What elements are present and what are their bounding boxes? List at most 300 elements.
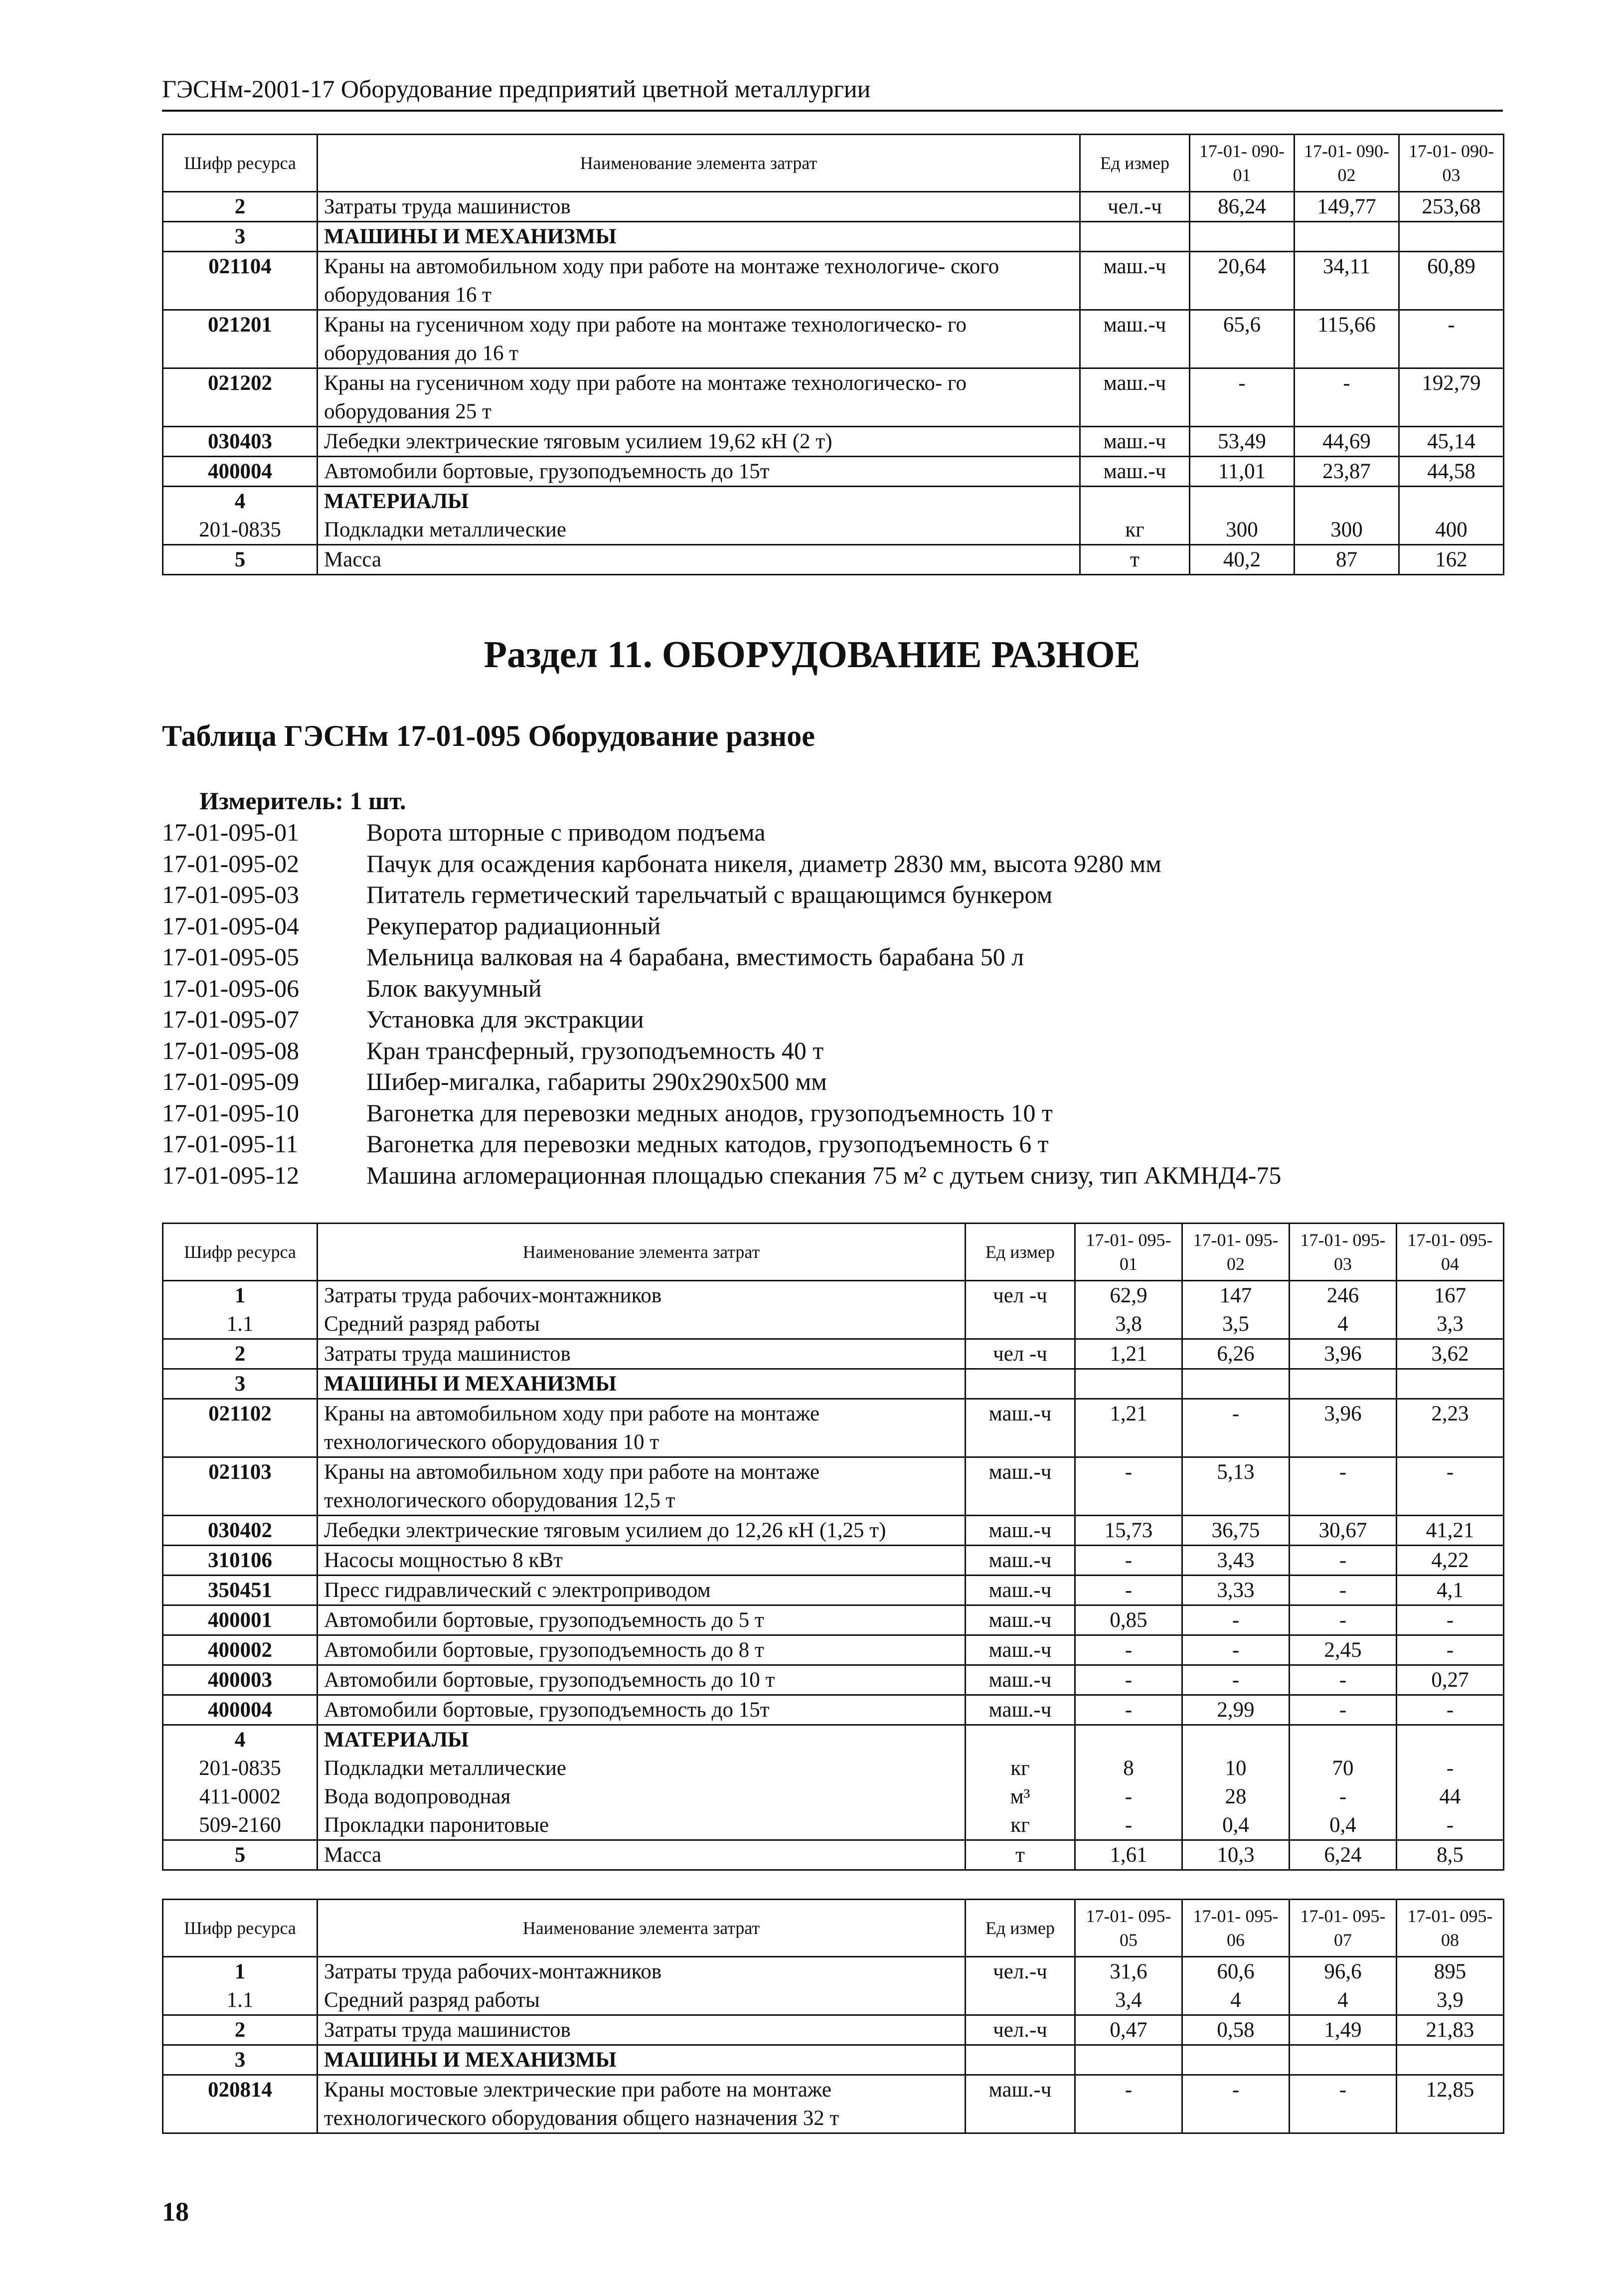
- table-title: Таблица ГЭСНм 17-01-095 Оборудование разное: [162, 719, 815, 752]
- header-unit: Ед измер: [966, 1224, 1075, 1281]
- item-code: 17-01-095-04: [162, 911, 299, 940]
- cost-value: -: [1075, 1782, 1182, 1811]
- resource-name: Насосы мощностью 8 кВт: [318, 1546, 966, 1576]
- cost-value: 44: [1397, 1782, 1504, 1811]
- resource-name: Прокладки паронитовые: [318, 1811, 966, 1840]
- resource-name: Масса: [318, 545, 1080, 575]
- cost-value: 1,21: [1075, 1399, 1182, 1457]
- table-row: [163, 2075, 1504, 2133]
- resource-name: Краны на гусеничном ходу при работе на монтаже технологическо- го оборудования 25 т: [318, 368, 1080, 427]
- header-column-code: 17-01- 095-07: [1290, 1900, 1397, 1957]
- cost-value: [1190, 222, 1295, 252]
- cost-value: [1295, 487, 1399, 516]
- cost-value: -: [1290, 1546, 1397, 1576]
- resource-name: Затраты труда машинистов: [318, 2015, 966, 2045]
- measure-label: Измеритель:: [199, 787, 344, 815]
- table-row: [163, 1665, 1504, 1695]
- table-row: [163, 1635, 1504, 1665]
- list-item: [162, 848, 1281, 880]
- cost-value: -: [1397, 1605, 1504, 1635]
- cost-value: 400: [1399, 516, 1504, 545]
- header-code: Шифр ресурса: [163, 135, 318, 192]
- resource-code: 021102: [163, 1399, 318, 1457]
- table-row: [163, 1605, 1504, 1635]
- cost-value: [1397, 2045, 1504, 2075]
- cost-value: 65,6: [1190, 310, 1295, 368]
- cost-value: 11,01: [1190, 457, 1295, 487]
- item-text: Кран трансферный, грузоподъемность 40 т: [366, 1036, 824, 1064]
- cost-value: 167: [1397, 1281, 1504, 1310]
- cost-value: -: [1290, 1695, 1397, 1725]
- resource-unit: маш.-ч: [966, 1516, 1075, 1546]
- resource-unit: маш.-ч: [1080, 368, 1190, 427]
- resource-unit: маш.-ч: [1080, 252, 1190, 310]
- resource-unit: [966, 1986, 1075, 2015]
- cost-value: 0,58: [1182, 2015, 1290, 2045]
- cost-value: 6,24: [1290, 1840, 1397, 1870]
- resource-code: 021201: [163, 310, 318, 368]
- cost-value: -: [1290, 2075, 1397, 2133]
- cost-value: [1290, 2045, 1397, 2075]
- cost-value: 0,85: [1075, 1605, 1182, 1635]
- cost-value: [1182, 1369, 1290, 1399]
- cost-value: 0,4: [1290, 1811, 1397, 1840]
- resource-code: 310106: [163, 1546, 318, 1576]
- cost-value: -: [1290, 1605, 1397, 1635]
- header-name: Наименование элемента затрат: [318, 1224, 966, 1281]
- cost-value: 31,6: [1075, 1957, 1182, 1986]
- cost-value: 45,14: [1399, 427, 1504, 457]
- cost-value: 149,77: [1295, 192, 1399, 222]
- item-code: 17-01-095-07: [162, 1005, 299, 1033]
- resource-unit: маш.-ч: [966, 2075, 1075, 2133]
- resource-unit: маш.-ч: [966, 1546, 1075, 1576]
- item-text: Блок вакуумный: [366, 974, 542, 1002]
- cost-value: 3,3: [1397, 1310, 1504, 1339]
- cost-value: 0,4: [1182, 1811, 1290, 1840]
- resource-code: 4: [163, 487, 318, 516]
- resource-unit: чел -ч: [966, 1281, 1075, 1310]
- cost-value: 3,33: [1182, 1576, 1290, 1605]
- cost-value: 28: [1182, 1782, 1290, 1811]
- item-list: [162, 817, 1281, 1191]
- cost-value: 4: [1290, 1310, 1397, 1339]
- cost-value: 3,5: [1182, 1310, 1290, 1339]
- resource-name: Краны на автомобильном ходу при работе на монтаже технологиче- ского оборудования 16 т: [318, 252, 1080, 310]
- resource-code: 1.1: [163, 1986, 318, 2015]
- item-text: Установка для экстракции: [366, 1005, 644, 1033]
- resource-code: 2: [163, 1339, 318, 1369]
- table-row: [163, 1840, 1504, 1870]
- table-row: [163, 545, 1504, 575]
- table-row: [163, 252, 1504, 310]
- resource-name: Вода водопроводная: [318, 1782, 966, 1811]
- resource-unit: т: [1080, 545, 1190, 575]
- list-item: [162, 1035, 1281, 1066]
- resource-name: Автомобили бортовые, грузоподъемность до 8 т: [318, 1635, 966, 1665]
- list-item: [162, 973, 1281, 1004]
- running-header: ГЭСНм-2001-17 Оборудование предприятий цветной металлургии: [162, 75, 871, 103]
- resource-code: 3: [163, 222, 318, 252]
- resource-unit: м³: [966, 1782, 1075, 1811]
- resource-name: Подкладки металлические: [318, 1754, 966, 1782]
- resource-name: МАТЕРИАЛЫ: [318, 1725, 966, 1755]
- resource-code: 021104: [163, 252, 318, 310]
- resource-code: 020814: [163, 2075, 318, 2133]
- resource-code: 400004: [163, 1695, 318, 1725]
- cost-value: 4: [1182, 1986, 1290, 2015]
- cost-value: [1290, 1725, 1397, 1755]
- table-row: [163, 487, 1504, 516]
- cost-value: 2,99: [1182, 1695, 1290, 1725]
- item-text: Шибер-мигалка, габариты 290х290х500 мм: [366, 1067, 827, 1095]
- cost-value: [1397, 1369, 1504, 1399]
- cost-value: 60,89: [1399, 252, 1504, 310]
- table-header-row: [163, 135, 1504, 192]
- header-column-code: 17-01- 095-08: [1397, 1900, 1504, 1957]
- cost-value: 253,68: [1399, 192, 1504, 222]
- resource-name: Лебедки электрические тяговым усилием 19,62 кН (2 т): [318, 427, 1080, 457]
- header-column-code: 17-01- 095-01: [1075, 1224, 1182, 1281]
- item-code: 17-01-095-06: [162, 974, 299, 1002]
- header-code: Шифр ресурса: [163, 1900, 318, 1957]
- resource-name: Автомобили бортовые, грузоподъемность до 15т: [318, 1695, 966, 1725]
- list-item: [162, 1004, 1281, 1035]
- table-row: [163, 1986, 1504, 2015]
- cost-value: 2,45: [1290, 1635, 1397, 1665]
- item-text: Машина агломерационная площадью спекания 75 м² с дутьем снизу, тип АКМНД4-75: [366, 1161, 1282, 1189]
- cost-value: 10: [1182, 1754, 1290, 1782]
- resource-name: Краны на гусеничном ходу при работе на монтаже технологическо- го оборудования до 16 т: [318, 310, 1080, 368]
- resource-name: Затраты труда машинистов: [318, 1339, 966, 1369]
- resource-unit: кг: [966, 1754, 1075, 1782]
- header-column-code: 17-01- 095-05: [1075, 1900, 1182, 1957]
- cost-value: [1075, 1725, 1182, 1755]
- cost-value: [1190, 487, 1295, 516]
- resource-name: Краны на автомобильном ходу при работе на монтаже технологического оборудования 10 т: [318, 1399, 966, 1457]
- resource-name: Затраты труда рабочих-монтажников: [318, 1957, 966, 1986]
- resource-unit: маш.-ч: [966, 1665, 1075, 1695]
- resource-code: 1: [163, 1957, 318, 1986]
- cost-value: 895: [1397, 1957, 1504, 1986]
- table-row: [163, 1310, 1504, 1339]
- resource-unit: чел.-ч: [1080, 192, 1190, 222]
- item-code: 17-01-095-03: [162, 880, 299, 908]
- item-code: 17-01-095-09: [162, 1067, 299, 1095]
- resource-unit: [1080, 487, 1190, 516]
- resource-unit: маш.-ч: [966, 1576, 1075, 1605]
- resource-name: Автомобили бортовые, грузоподъемность до 10 т: [318, 1665, 966, 1695]
- cost-value: 3,4: [1075, 1986, 1182, 2015]
- resource-code: 2: [163, 2015, 318, 2045]
- cost-value: 86,24: [1190, 192, 1295, 222]
- resource-unit: [966, 1725, 1075, 1755]
- table-row: [163, 310, 1504, 368]
- cost-value: 20,64: [1190, 252, 1295, 310]
- resource-name: МАШИНЫ И МЕХАНИЗМЫ: [318, 1369, 966, 1399]
- table-row: [163, 2045, 1504, 2075]
- table-row: [163, 1516, 1504, 1546]
- cost-value: 300: [1295, 516, 1399, 545]
- cost-value: 147: [1182, 1281, 1290, 1310]
- cost-value: 60,6: [1182, 1957, 1290, 1986]
- cost-value: -: [1397, 1811, 1504, 1840]
- resource-name: Масса: [318, 1840, 966, 1870]
- resource-table-095-05-08: [162, 1899, 1504, 2134]
- resource-code: 400002: [163, 1635, 318, 1665]
- item-code: 17-01-095-02: [162, 849, 299, 878]
- cost-value: 10,3: [1182, 1840, 1290, 1870]
- cost-value: -: [1190, 368, 1295, 427]
- list-item: [162, 941, 1281, 973]
- resource-name: Краны мостовые электрические при работе на монтаже технологического оборудования общего назначения 32 т: [318, 2075, 966, 2133]
- cost-value: [1399, 222, 1504, 252]
- table-row: [163, 1457, 1504, 1516]
- cost-value: 4,22: [1397, 1546, 1504, 1576]
- header-column-code: 17-01- 095-06: [1182, 1900, 1290, 1957]
- cost-value: 3,9: [1397, 1986, 1504, 2015]
- cost-value: -: [1075, 1695, 1182, 1725]
- table-row: [163, 1957, 1504, 1986]
- cost-value: -: [1075, 1546, 1182, 1576]
- cost-value: [1182, 2045, 1290, 2075]
- table-row: [163, 1576, 1504, 1605]
- item-text: Вагонетка для перевозки медных катодов, грузоподъемность 6 т: [366, 1130, 1049, 1158]
- cost-value: -: [1399, 310, 1504, 368]
- table-row: [163, 222, 1504, 252]
- cost-value: 15,73: [1075, 1516, 1182, 1546]
- table-row: [163, 427, 1504, 457]
- table-row: [163, 1695, 1504, 1725]
- header-column-code: 17-01- 095-04: [1397, 1224, 1504, 1281]
- item-text: Пачук для осаждения карбоната никеля, диаметр 2830 мм, высота 9280 мм: [366, 849, 1161, 878]
- item-code: 17-01-095-08: [162, 1036, 299, 1064]
- resource-unit: т: [966, 1840, 1075, 1870]
- cost-value: 23,87: [1295, 457, 1399, 487]
- resource-unit: маш.-ч: [966, 1605, 1075, 1635]
- table-row: [163, 1369, 1504, 1399]
- resource-name: Автомобили бортовые, грузоподъемность до 5 т: [318, 1605, 966, 1635]
- resource-name: МАШИНЫ И МЕХАНИЗМЫ: [318, 2045, 966, 2075]
- header-code: Шифр ресурса: [163, 1224, 318, 1281]
- cost-value: 41,21: [1397, 1516, 1504, 1546]
- resource-name: Автомобили бортовые, грузоподъемность до 15т: [318, 457, 1080, 487]
- cost-value: 62,9: [1075, 1281, 1182, 1310]
- cost-value: 8,5: [1397, 1840, 1504, 1870]
- cost-value: -: [1290, 1457, 1397, 1516]
- resource-name: МАТЕРИАЛЫ: [318, 487, 1080, 516]
- resource-code: 400004: [163, 457, 318, 487]
- cost-value: -: [1075, 1811, 1182, 1840]
- cost-value: -: [1075, 2075, 1182, 2133]
- resource-name: Лебедки электрические тяговым усилием до 12,26 кН (1,25 т): [318, 1516, 966, 1546]
- header-column-code: 17-01- 090-02: [1295, 135, 1399, 192]
- cost-value: 8: [1075, 1754, 1182, 1782]
- resource-unit: маш.-ч: [1080, 427, 1190, 457]
- cost-value: [1182, 1725, 1290, 1755]
- cost-value: 53,49: [1190, 427, 1295, 457]
- resource-unit: кг: [966, 1811, 1075, 1840]
- resource-code: 3: [163, 1369, 318, 1399]
- table-row: [163, 1339, 1504, 1369]
- cost-value: -: [1075, 1665, 1182, 1695]
- cost-value: -: [1397, 1635, 1504, 1665]
- resource-code: 021103: [163, 1457, 318, 1516]
- section-title: Раздел 11. ОБОРУДОВАНИЕ РАЗНОЕ: [484, 634, 1140, 676]
- resource-unit: чел.-ч: [966, 2015, 1075, 2045]
- resource-unit: маш.-ч: [966, 1695, 1075, 1725]
- cost-value: 246: [1290, 1281, 1397, 1310]
- resource-code: 1.1: [163, 1310, 318, 1339]
- resource-table-095-01-04: [162, 1223, 1504, 1871]
- measure-value: 1 шт.: [349, 787, 406, 815]
- item-code: 17-01-095-12: [162, 1161, 299, 1189]
- cost-value: 1,21: [1075, 1339, 1182, 1369]
- cost-value: 4: [1290, 1986, 1397, 2015]
- header-column-code: 17-01- 090-03: [1399, 135, 1504, 192]
- resource-unit: маш.-ч: [966, 1457, 1075, 1516]
- list-item: [162, 1128, 1281, 1160]
- cost-value: 40,2: [1190, 545, 1295, 575]
- header-unit: Ед измер: [966, 1900, 1075, 1957]
- resource-unit: чел -ч: [966, 1339, 1075, 1369]
- resource-table-090: [162, 134, 1504, 575]
- resource-code: 201-0835: [163, 1754, 318, 1782]
- cost-value: -: [1295, 368, 1399, 427]
- cost-value: 0,47: [1075, 2015, 1182, 2045]
- resource-code: 509-2160: [163, 1811, 318, 1840]
- cost-value: 36,75: [1182, 1516, 1290, 1546]
- resource-code: 400001: [163, 1605, 318, 1635]
- cost-value: -: [1182, 1635, 1290, 1665]
- resource-name: Пресс гидравлический с электроприводом: [318, 1576, 966, 1605]
- resource-code: 5: [163, 1840, 318, 1870]
- table-row: [163, 1546, 1504, 1576]
- resource-unit: маш.-ч: [966, 1399, 1075, 1457]
- cost-value: 5,13: [1182, 1457, 1290, 1516]
- cost-value: -: [1182, 1605, 1290, 1635]
- cost-value: -: [1397, 1754, 1504, 1782]
- cost-value: -: [1397, 1695, 1504, 1725]
- table-header-row: [163, 1900, 1504, 1957]
- cost-value: [1075, 1369, 1182, 1399]
- resource-code: 030403: [163, 427, 318, 457]
- cost-value: 1,49: [1290, 2015, 1397, 2045]
- table-row: [163, 516, 1504, 545]
- item-text: Вагонетка для перевозки медных анодов, грузоподъемность 10 т: [366, 1098, 1053, 1127]
- list-item: [162, 1160, 1281, 1191]
- table-row: [163, 1399, 1504, 1457]
- resource-code: 1: [163, 1281, 318, 1310]
- table-row: [163, 1281, 1504, 1310]
- item-text: Питатель герметический тарельчатый с вращающимся бункером: [366, 880, 1053, 908]
- cost-value: 0,27: [1397, 1665, 1504, 1695]
- cost-value: -: [1290, 1576, 1397, 1605]
- cost-value: 30,67: [1290, 1516, 1397, 1546]
- cost-value: 6,26: [1182, 1339, 1290, 1369]
- resource-unit: маш.-ч: [1080, 310, 1190, 368]
- list-item: [162, 879, 1281, 910]
- resource-unit: [966, 1310, 1075, 1339]
- cost-value: 87: [1295, 545, 1399, 575]
- cost-value: 3,96: [1290, 1399, 1397, 1457]
- measure-line: [199, 785, 406, 816]
- cost-value: 70: [1290, 1754, 1397, 1782]
- resource-name: Краны на автомобильном ходу при работе на монтаже технологического оборудования 12,5 т: [318, 1457, 966, 1516]
- cost-value: 3,43: [1182, 1546, 1290, 1576]
- list-item: [162, 910, 1281, 942]
- resource-code: 021202: [163, 368, 318, 427]
- item-text: Рекуператор радиационный: [366, 911, 661, 940]
- table-row: [163, 457, 1504, 487]
- cost-value: 115,66: [1295, 310, 1399, 368]
- resource-unit: [966, 1369, 1075, 1399]
- cost-value: [1075, 2045, 1182, 2075]
- cost-value: [1397, 1725, 1504, 1755]
- resource-unit: маш.-ч: [966, 1635, 1075, 1665]
- list-item: [162, 817, 1281, 848]
- cost-value: -: [1397, 1457, 1504, 1516]
- list-item: [162, 1066, 1281, 1097]
- table-row: [163, 192, 1504, 222]
- resource-unit: чел.-ч: [966, 1957, 1075, 1986]
- cost-value: 4,1: [1397, 1576, 1504, 1605]
- cost-value: 3,62: [1397, 1339, 1504, 1369]
- item-text: Мельница валковая на 4 барабана, вместимость барабана 50 л: [366, 943, 1024, 971]
- header-unit: Ед измер: [1080, 135, 1190, 192]
- cost-value: -: [1075, 1576, 1182, 1605]
- cost-value: 192,79: [1399, 368, 1504, 427]
- cost-value: 44,69: [1295, 427, 1399, 457]
- cost-value: 1,61: [1075, 1840, 1182, 1870]
- resource-code: 5: [163, 545, 318, 575]
- cost-value: -: [1075, 1457, 1182, 1516]
- cost-value: 34,11: [1295, 252, 1399, 310]
- item-code: 17-01-095-01: [162, 818, 299, 846]
- header-name: Наименование элемента затрат: [318, 1900, 966, 1957]
- item-code: 17-01-095-10: [162, 1098, 299, 1127]
- cost-value: -: [1290, 1665, 1397, 1695]
- table-row: [163, 1754, 1504, 1782]
- page-number: 18: [162, 2197, 189, 2227]
- resource-code: 2: [163, 192, 318, 222]
- cost-value: -: [1182, 1665, 1290, 1695]
- table-row: [163, 1782, 1504, 1811]
- cost-value: 44,58: [1399, 457, 1504, 487]
- resource-code: 030402: [163, 1516, 318, 1546]
- cost-value: 96,6: [1290, 1957, 1397, 1986]
- item-code: 17-01-095-05: [162, 943, 299, 971]
- cost-value: 21,83: [1397, 2015, 1504, 2045]
- resource-code: 400003: [163, 1665, 318, 1695]
- item-code: 17-01-095-11: [162, 1130, 299, 1158]
- cost-value: 300: [1190, 516, 1295, 545]
- table-row: [163, 368, 1504, 427]
- cost-value: 3,96: [1290, 1339, 1397, 1369]
- cost-value: -: [1182, 1399, 1290, 1457]
- resource-code: 411-0002: [163, 1782, 318, 1811]
- cost-value: -: [1182, 2075, 1290, 2133]
- resource-name: Средний разряд работы: [318, 1986, 966, 2015]
- resource-name: Средний разряд работы: [318, 1310, 966, 1339]
- cost-value: 162: [1399, 545, 1504, 575]
- table-row: [163, 2015, 1504, 2045]
- header-column-code: 17-01- 095-02: [1182, 1224, 1290, 1281]
- resource-unit: [966, 2045, 1075, 2075]
- cost-value: [1290, 1369, 1397, 1399]
- resource-name: МАШИНЫ И МЕХАНИЗМЫ: [318, 222, 1080, 252]
- resource-code: 3: [163, 2045, 318, 2075]
